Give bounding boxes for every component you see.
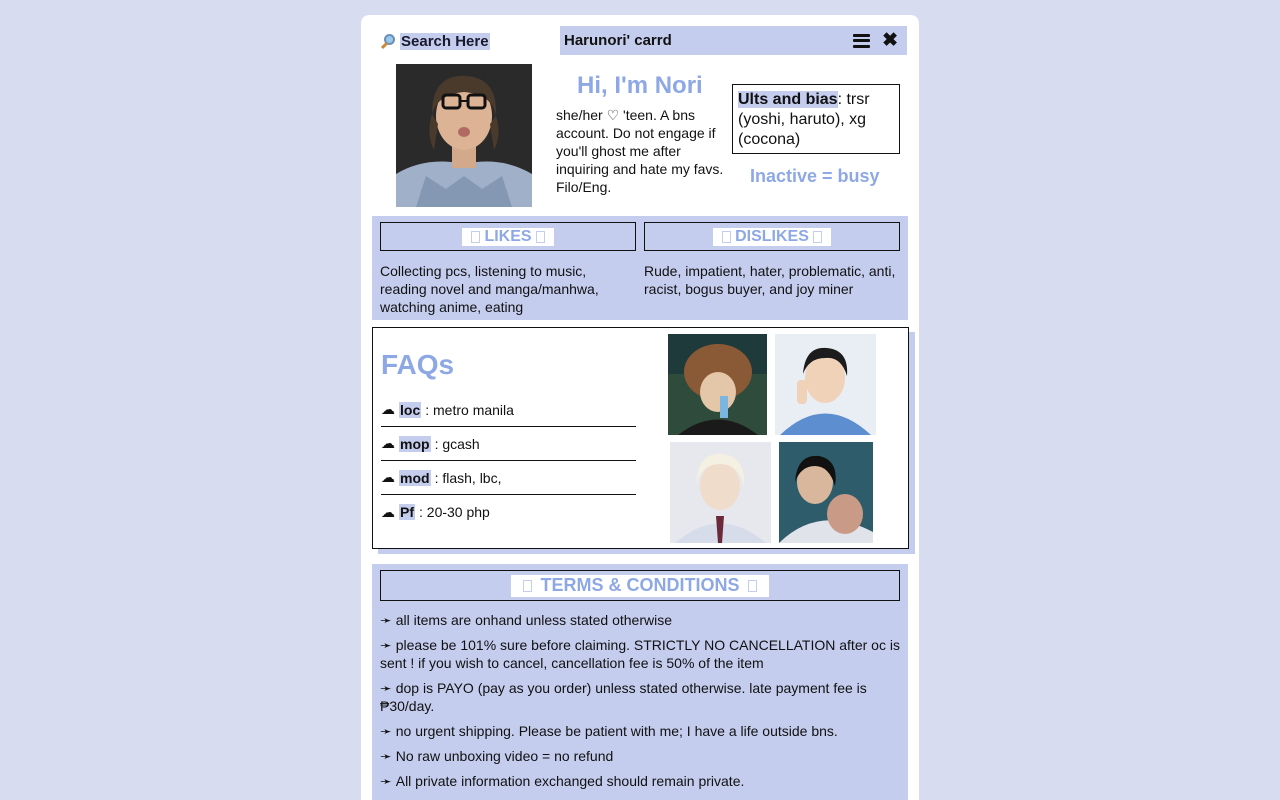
- carrd-card: [361, 15, 919, 800]
- arrow-icon: ➛: [380, 612, 392, 628]
- dislikes-header: [644, 222, 900, 251]
- faq-key: Pf: [400, 504, 414, 520]
- profile-photo: [396, 64, 532, 207]
- dislikes-title: DISLIKES: [735, 227, 809, 245]
- faq-key: loc: [400, 401, 421, 418]
- terms-title: TERMS & CONDITIONS: [540, 575, 740, 595]
- terms-item: ➛ please be 101% sure before claiming. STRICTLY NO CANCELLATION after oc is sent ! if you wish to cancel, cancellation fee is 50% of the item: [380, 637, 900, 671]
- close-icon[interactable]: ✖: [882, 30, 898, 51]
- box-glyph-icon: [748, 580, 757, 592]
- cloud-icon: ☁: [381, 401, 395, 417]
- terms-list: [380, 611, 900, 790]
- box-glyph-icon: [722, 231, 731, 243]
- terms-item: ➛ no urgent shipping. Please be patient with me; I have a life outside bns.: [380, 723, 838, 739]
- box-glyph-icon: [471, 231, 480, 243]
- window-title: Harunori' carrd: [564, 32, 672, 49]
- likes-column: [380, 222, 636, 316]
- cloud-icon: ☁: [381, 503, 395, 520]
- faq-title: FAQs: [381, 349, 455, 380]
- likes-title: LIKES: [484, 227, 532, 245]
- arrow-icon: ➛: [380, 773, 392, 789]
- likes-header: [380, 222, 636, 251]
- magnifier-icon: [380, 33, 397, 50]
- terms-item: ➛ all items are onhand unless stated otherwise: [380, 612, 673, 628]
- faq-item-mop: [381, 427, 636, 461]
- box-glyph-icon: [523, 580, 532, 592]
- arrow-icon: ➛: [380, 748, 392, 764]
- faq-value: : metro manila: [425, 401, 514, 418]
- greeting-heading: Hi, I'm Nori: [577, 72, 703, 99]
- faq-list: [381, 393, 636, 529]
- terms-item: ➛ No raw unboxing video = no refund: [380, 748, 614, 764]
- gallery-photo: [668, 334, 767, 435]
- arrow-icon: ➛: [380, 637, 392, 653]
- gallery-photo: [779, 442, 873, 543]
- likes-dislikes-section: [372, 216, 908, 320]
- dislikes-text: Rude, impatient, hater, problematic, anti, racist, bogus buyer, and joy miner: [644, 263, 896, 297]
- arrow-icon: ➛: [380, 680, 392, 696]
- box-glyph-icon: [813, 231, 822, 243]
- terms-section: [372, 564, 908, 800]
- faq-item-pf: [381, 495, 636, 529]
- terms-item: ➛ All private information exchanged should remain private.: [380, 773, 745, 789]
- terms-header: [380, 570, 900, 601]
- gallery-photo: [670, 442, 771, 543]
- box-glyph-icon: [536, 231, 545, 243]
- faq-item-loc: [381, 393, 636, 427]
- status-text: Inactive = busy: [750, 166, 880, 186]
- faq-value: : 20-30 php: [419, 504, 490, 520]
- search-link[interactable]: [380, 32, 490, 50]
- hamburger-icon[interactable]: [853, 34, 870, 48]
- faq-key: mod: [400, 469, 430, 486]
- faq-key: mop: [400, 435, 430, 452]
- ults-label: Ults and bias: [738, 91, 838, 108]
- arrow-icon: ➛: [380, 723, 392, 739]
- faq-section: [372, 327, 909, 549]
- dislikes-column: [644, 222, 900, 298]
- faq-value: : gcash: [434, 435, 480, 452]
- faq-item-mod: [381, 461, 636, 495]
- ults-box: [732, 84, 900, 154]
- cloud-icon: ☁: [381, 469, 395, 485]
- search-label: Search Here: [401, 32, 489, 50]
- faq-value: : flash, lbc,: [434, 469, 502, 486]
- cloud-icon: ☁: [381, 435, 395, 451]
- ults-value: : trsr (yoshi, haruto), xg (cocona): [738, 91, 870, 148]
- bio-text: she/her ♡ 'teen. A bns account. Do not engage if you'll ghost me after inquiring and hate my favs. Filo/Eng.: [556, 107, 724, 195]
- likes-text: Collecting pcs, listening to music, reading novel and manga/manhwa, watching anime, eating: [380, 263, 599, 315]
- gallery-photo: [775, 334, 876, 435]
- terms-item: ➛ dop is PAYO (pay as you order) unless stated otherwise. late payment fee is ₱30/day.: [380, 680, 867, 714]
- window-titlebar: [560, 26, 907, 55]
